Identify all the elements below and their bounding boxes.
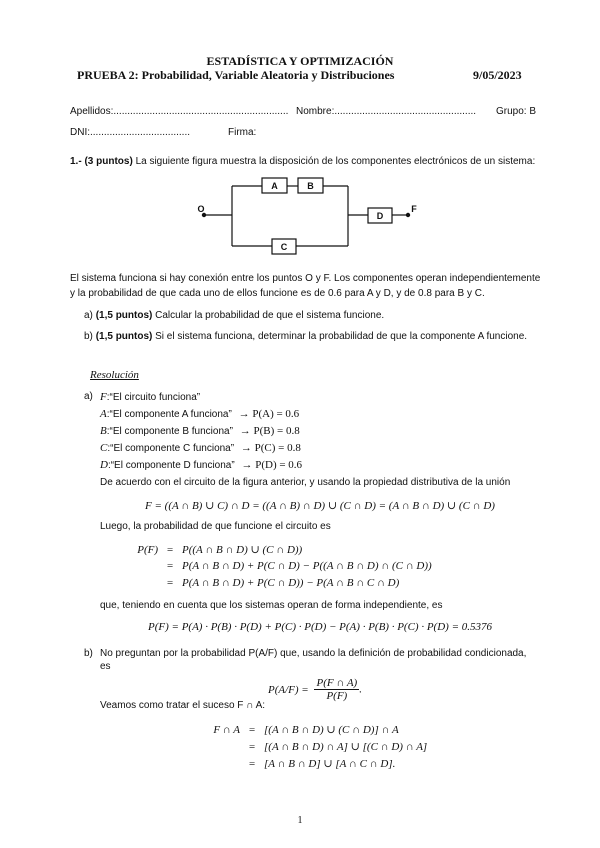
nombre-field[interactable]: Nombre:................................................... — [296, 106, 477, 117]
event-a-symbol: A — [100, 408, 107, 420]
apellidos-field[interactable]: Apellidos:............................................................... — [70, 106, 289, 117]
label-a: A — [271, 181, 278, 191]
resolution-a-text2: Luego, la probabilidad de que funcione el circuito es — [100, 521, 331, 532]
equation-conditional-numerator: P(F ∩ A) — [316, 677, 358, 689]
part-a-label: a) — [84, 310, 93, 321]
question-intro — [70, 156, 535, 167]
equation-f: F = ((A ∩ B) ∪ C) ∩ D = ((A ∩ B) ∩ D) ∪ (C ∩ D) = (A ∩ B ∩ D) ∪ (C ∩ D) — [145, 500, 495, 512]
equation-fa-row2: = [(A ∩ B ∩ D) ∩ A] ∪ [(C ∩ D) ∩ A] — [248, 741, 428, 753]
label-o: O — [197, 204, 205, 214]
event-b-prob: → P(B) = 0.8 — [239, 425, 300, 437]
equation-pf-result: P(F) = P(A) · P(B) · P(D) + P(C) · P(D) − P(A) · P(B) · P(C) · P(D) = 0.5376 — [148, 621, 492, 633]
circuit-diagram — [190, 170, 430, 270]
event-c-prob: → P(C) = 0.8 — [240, 442, 301, 454]
question-intro-text: La siguiente figura muestra la disposición de los componentes electrónicos de un sistema: — [135, 156, 536, 167]
event-c-symbol: C — [100, 442, 108, 454]
equation-fa-row1: F ∩ A = [(A ∩ B ∩ D) ∪ (C ∩ D)] ∩ A — [184, 723, 399, 736]
event-f — [100, 391, 200, 403]
event-d-prob: → P(D) = 0.6 — [241, 459, 303, 471]
exam-title: PRUEBA 2: Probabilidad, Variable Aleatoria y Distribuciones — [77, 68, 395, 82]
resolution-b-text1b: es — [100, 661, 111, 672]
event-a-prob: → P(A) = 0.6 — [238, 408, 300, 420]
part-b — [84, 331, 527, 342]
equation-pf-row3-rhs: P(A ∩ B ∩ D) + P(C ∩ D)) − P(A ∩ B ∩ C ∩ D) — [182, 577, 400, 589]
equation-conditional-fraction — [314, 677, 359, 702]
equation-fa-row3: = [A ∩ B ∩ D] ∪ [A ∩ C ∩ D]. — [248, 758, 396, 770]
part-a — [84, 310, 384, 321]
event-c — [100, 442, 301, 454]
event-c-text: :“El componente C funciona” — [107, 443, 235, 454]
resolution-title: Resolución — [90, 369, 139, 381]
page-number: 1 — [297, 815, 303, 826]
resolution-b-text2: Veamos como tratar el suceso F ∩ A: — [100, 700, 266, 711]
course-title: ESTADÍSTICA Y OPTIMIZACIÓN — [206, 54, 394, 68]
question-points: (3 puntos) — [84, 156, 133, 167]
equation-conditional: P(A/F) = $\frac{P(F \cap A)}{P(F)}$ . — [268, 677, 362, 702]
resolution-a-label: a) — [84, 391, 93, 402]
equation-pf-row3: = P(A ∩ B ∩ D) + P(C ∩ D)) − P(A ∩ B ∩ C ∩ D) — [166, 577, 400, 589]
equation-conditional-denominator: P(F) — [326, 690, 348, 702]
question-paragraph-line1: El sistema funciona si hay conexión entre los puntos O y F. Los componentes operan independientemente — [70, 273, 541, 284]
firma-field[interactable]: Firma: — [228, 127, 257, 138]
event-d-symbol: D — [100, 459, 108, 471]
part-a-text: Calcular la probabilidad de que el sistema funcione. — [155, 310, 385, 321]
grupo-field: Grupo: B — [496, 106, 537, 117]
equation-pf-row1-rhs: P((A ∩ B ∩ D) ∪ (C ∩ D)) — [182, 544, 303, 556]
event-a — [100, 408, 299, 420]
point-f-dot — [406, 213, 410, 217]
part-b-text: Si el sistema funciona, determinar la probabilidad de que la componente A funcione. — [155, 331, 528, 342]
event-b-symbol: B — [100, 425, 107, 437]
equation-pf-row2: = P(A ∩ B ∩ D) + P(C ∩ D) − P((A ∩ B ∩ D) ∩ (C ∩ D)) — [166, 560, 432, 572]
part-b-points: (1,5 puntos) — [95, 331, 153, 342]
event-a-text: :“El componente A funciona” — [106, 409, 232, 420]
exam-date: 9/05/2023 — [473, 68, 522, 82]
equation-fa-row3-rhs: [A ∩ B ∩ D] ∪ [A ∩ C ∩ D]. — [264, 758, 396, 770]
label-b: B — [307, 181, 314, 191]
dni-field[interactable]: DNI:.................................... — [70, 127, 191, 138]
event-d — [100, 459, 302, 471]
resolution-b-label: b) — [84, 648, 93, 659]
event-d-text: :“El componente D funciona” — [107, 460, 235, 471]
equation-pf-row1-lhs: P(F) — [137, 544, 158, 556]
equation-fa-row2-rhs: [(A ∩ B ∩ D) ∩ A] ∪ [(C ∩ D) ∩ A] — [264, 741, 428, 753]
event-b-text: :“El componente B funciona” — [106, 426, 233, 437]
resolution-a-text3: que, teniendo en cuenta que los sistemas operan de forma independiente, es — [100, 600, 443, 611]
question-number: 1.- — [70, 156, 82, 167]
event-f-text: :“El circuito funciona” — [106, 392, 201, 403]
equation-fa-row1-rhs: [(A ∩ B ∩ D) ∪ (C ∩ D)] ∩ A — [264, 724, 399, 736]
label-c: C — [280, 242, 288, 252]
event-b — [100, 425, 300, 437]
equation-conditional-lhs: P(A/F) = — [268, 683, 309, 696]
event-f-symbol: F — [100, 391, 107, 403]
resolution-a-text1: De acuerdo con el circuito de la figura anterior, y usando la propiedad distributiva de la unión — [100, 477, 511, 488]
label-d: D — [376, 211, 384, 221]
equation-pf-row1: P(F) = P((A ∩ B ∩ D) ∪ (C ∩ D)) — [110, 543, 302, 556]
resolution-b-text1a: No preguntan por la probabilidad P(A/F) que, usando la definición de probabilidad condicionada, — [100, 648, 527, 659]
part-b-label: b) — [84, 331, 93, 342]
equation-pf-row2-rhs: P(A ∩ B ∩ D) + P(C ∩ D) − P((A ∩ B ∩ D) ∩ (C ∩ D)) — [182, 560, 432, 572]
part-a-points: (1,5 puntos) — [95, 310, 153, 321]
equation-fa-row1-lhs: F ∩ A — [213, 724, 240, 736]
question-paragraph-line2: y la probabilidad de que cada uno de ellos funcione es de 0.6 para A y D, y de 0.8 para B y C. — [70, 288, 485, 299]
label-f: F — [411, 204, 417, 214]
